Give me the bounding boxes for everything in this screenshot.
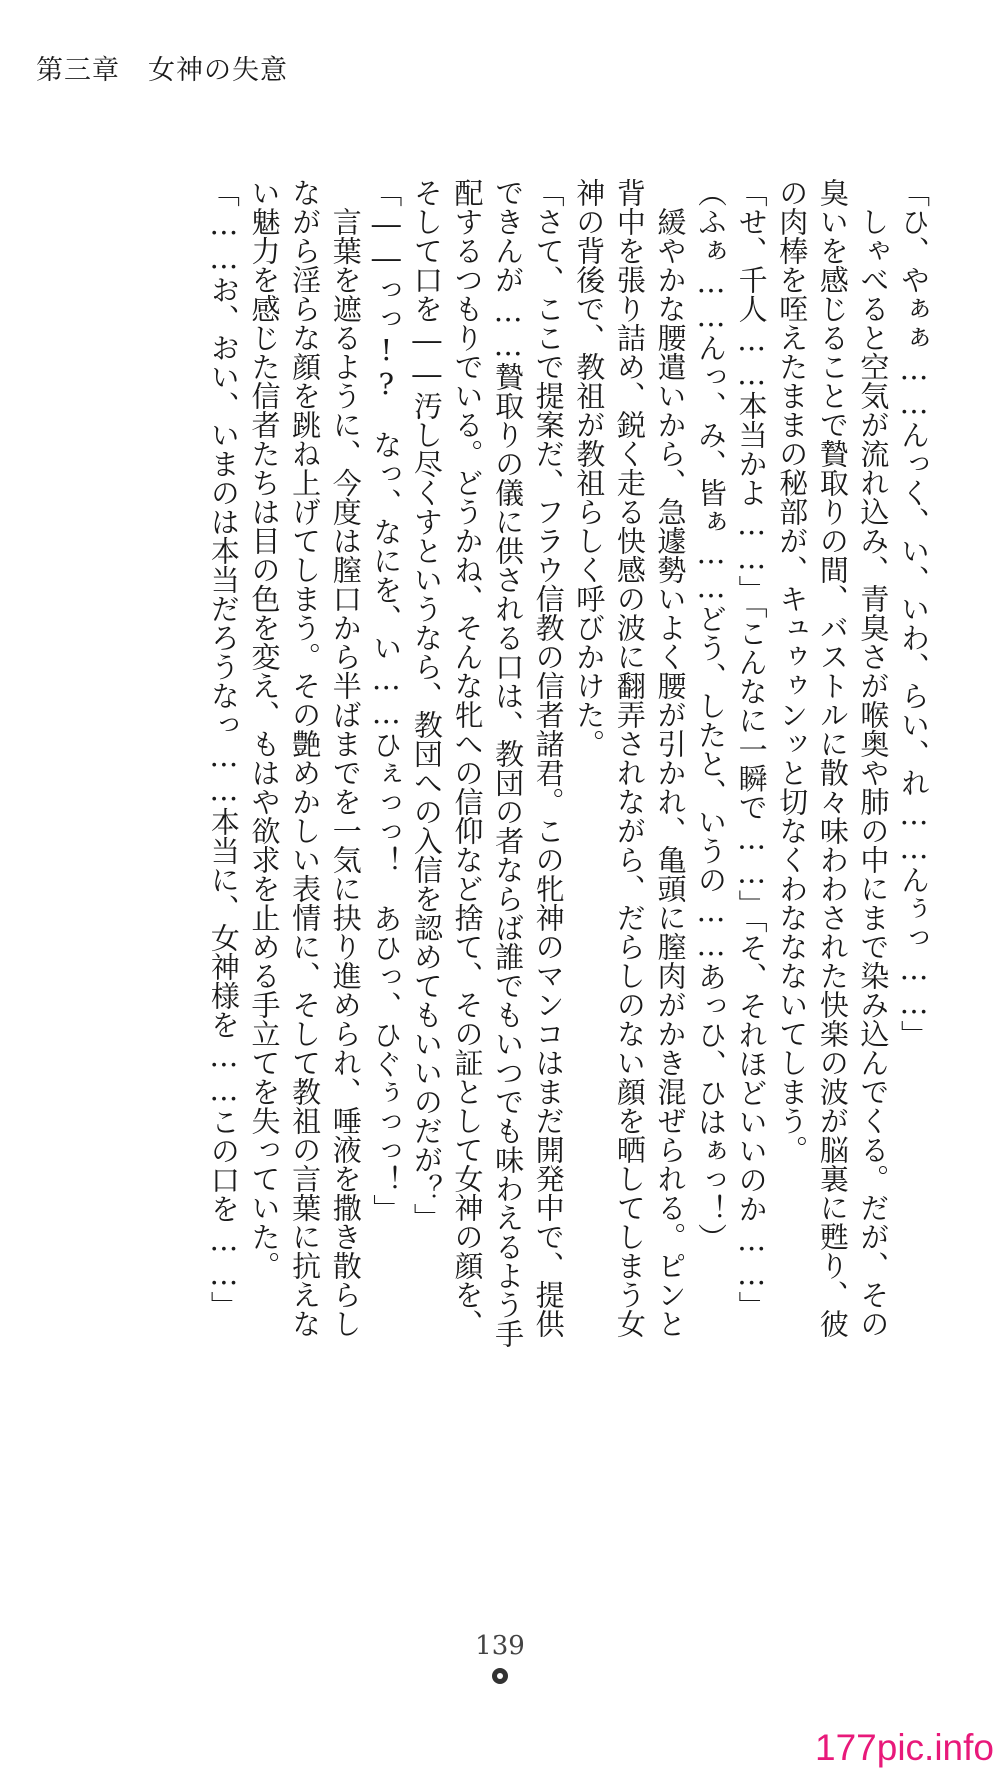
text-line: ながら淫らな顔を跳ね上げてしまう。その艶めかしい表情に、そして教祖の言葉に抗えな xyxy=(288,178,323,1338)
chapter-title: 女神の失意 xyxy=(148,55,288,86)
text-line: 「せ、千人……本当かよ……」「こんなに一瞬で……」「そ、それほどいいのか……」 xyxy=(734,178,769,1320)
text-line: 「――っっ!? なっ、なにを、い……ひぇっっ！ あひっ、ひぐぅっっ！」 xyxy=(369,178,404,1223)
text-line: （ふぁ……んっ、み、皆ぁ……どう、したと、いうの……あっひ、ひはぁっ！） xyxy=(694,178,729,1252)
text-line: そして口を――汚し尽くすというなら、教団への入信を認めてもいいのだが？」 xyxy=(409,178,444,1232)
text-line: 神の背後で、教祖が教祖らしく呼びかけた。 xyxy=(572,178,607,758)
text-line: できんが……贄取りの儀に供される口は、教団の者ならば誰でもいつでも味わえるよう手 xyxy=(491,178,526,1348)
text-line: 臭いを感じることで贄取りの間、バストルに散々味わわされた快楽の波が脳裏に甦り、彼 xyxy=(815,178,850,1338)
text-line: 言葉を遮るように、今度は膣口から半ばまでを一気に抉り進められ、唾液を撒き散らし xyxy=(328,178,363,1338)
text-line: しゃべると空気が流れ込み、青臭さが喉奥や肺の中にまで染み込んでくる。だが、その xyxy=(856,178,891,1338)
running-header xyxy=(36,48,288,87)
text-line: 「さて、ここで提案だ、フラウ信教の信者諸君。この牝神のマンコはまだ開発中で、提供 xyxy=(531,178,566,1338)
chapter-number: 第三章 xyxy=(36,55,120,86)
folio-ornament-icon xyxy=(492,1668,508,1684)
text-line: 「……お、おい、いまのは本当だろうなっ……本当に、女神様を……この口を……」 xyxy=(206,178,241,1320)
text-line: 配するつもりでいる。どうかね、そんな牝への信仰など捨て、その証として女神の顔を、 xyxy=(450,178,485,1338)
watermark: 177pic.info xyxy=(815,1727,994,1768)
text-line: 緩やかな腰遣いから、急遽勢いよく腰が引かれ、亀頭に膣肉がかき混ぜられる。ピンと xyxy=(653,178,688,1338)
vertical-body-text xyxy=(24,178,934,1393)
text-line: 「ひ、やぁぁ……んっく、い、いわ、らい、れ……んぅっ……」 xyxy=(897,178,931,1049)
page-number: 139 xyxy=(475,1631,525,1661)
text-line: 背中を張り詰め、鋭く走る快感の波に翻弄されながら、だらしのない顔を晒してしまう女 xyxy=(612,178,647,1338)
text-line: い魅力を感じた信者たちは目の色を変え、もはや欲求を止める手立てを失っていた。 xyxy=(247,178,282,1280)
text-line: の肉棒を咥えたままの秘部が、キュゥゥンッと切なくわななないてしまう。 xyxy=(775,178,810,1164)
